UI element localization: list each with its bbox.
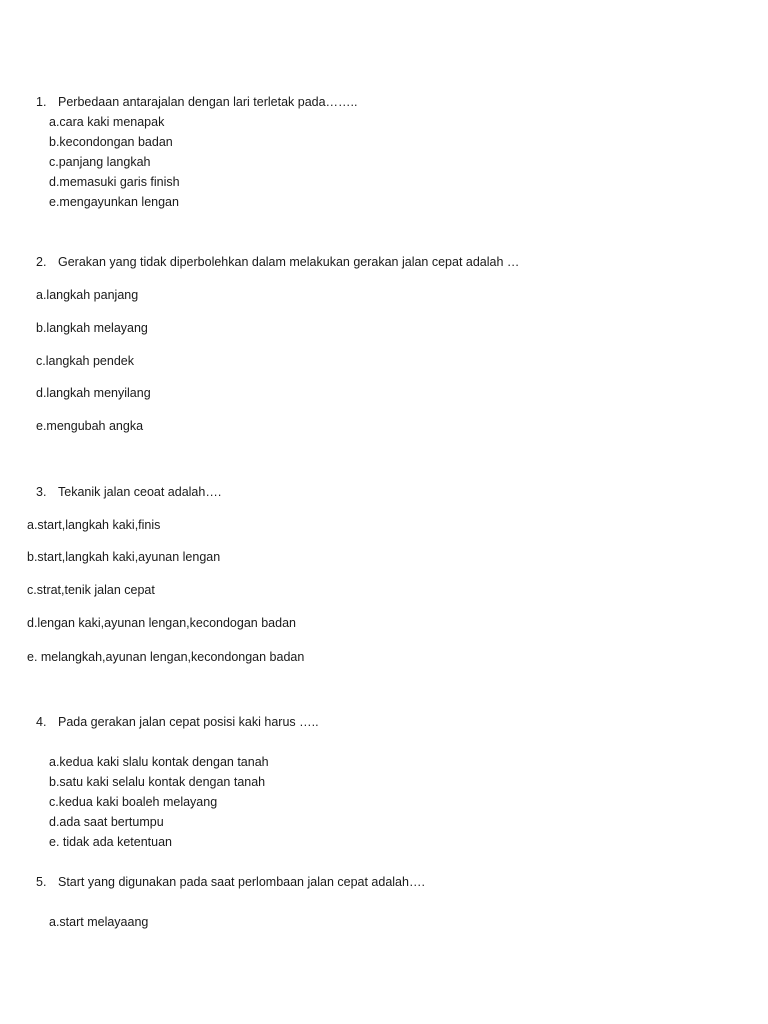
question-text: Start yang digunakan pada saat perlombaan jalan cepat adalah…. [58, 875, 425, 889]
option: d.langkah menyilang [36, 386, 151, 400]
option: c.panjang langkah [49, 155, 151, 169]
option: e.mengayunkan lengan [49, 195, 179, 209]
question-text: Tekanik jalan ceoat adalah…. [58, 485, 222, 499]
option: d.memasuki garis finish [49, 175, 180, 189]
option: b.kecondongan badan [49, 135, 173, 149]
option: a.kedua kaki slalu kontak dengan tanah [49, 755, 269, 769]
option: a.langkah panjang [36, 288, 139, 302]
option: c.kedua kaki boaleh melayang [49, 795, 218, 809]
question-number: 4. [36, 715, 47, 729]
option: b.langkah melayang [36, 321, 148, 335]
question-text: Gerakan yang tidak diperbolehkan dalam melakukan gerakan jalan cepat adalah … [58, 255, 520, 269]
option: b.satu kaki selalu kontak dengan tanah [49, 775, 266, 789]
option: e.mengubah angka [36, 419, 144, 433]
option: d.ada saat bertumpu [49, 815, 164, 829]
question-number: 2. [36, 255, 47, 269]
question-3 [36, 484, 221, 500]
option: c.strat,tenik jalan cepat [27, 583, 155, 597]
question-number: 5. [36, 875, 47, 889]
question-text: Pada gerakan jalan cepat posisi kaki harus ….. [58, 715, 319, 729]
question-4 [36, 714, 319, 730]
question-5 [36, 874, 425, 890]
question-text: Perbedaan antarajalan dengan lari terletak pada…….. [58, 95, 358, 109]
option: d.lengan kaki,ayunan lengan,kecondogan badan [27, 616, 296, 630]
question-2 [36, 254, 519, 270]
question-number: 1. [36, 95, 47, 109]
question-1 [36, 94, 358, 110]
option: c.langkah pendek [36, 354, 134, 368]
option: a.cara kaki menapak [49, 115, 165, 129]
option: b.start,langkah kaki,ayunan lengan [27, 550, 221, 564]
option: a.start,langkah kaki,finis [27, 518, 161, 532]
option: e. tidak ada ketentuan [49, 835, 173, 849]
option: a.start melayaang [49, 915, 149, 929]
option: e. melangkah,ayunan lengan,kecondongan badan [27, 650, 305, 664]
question-number: 3. [36, 485, 47, 499]
